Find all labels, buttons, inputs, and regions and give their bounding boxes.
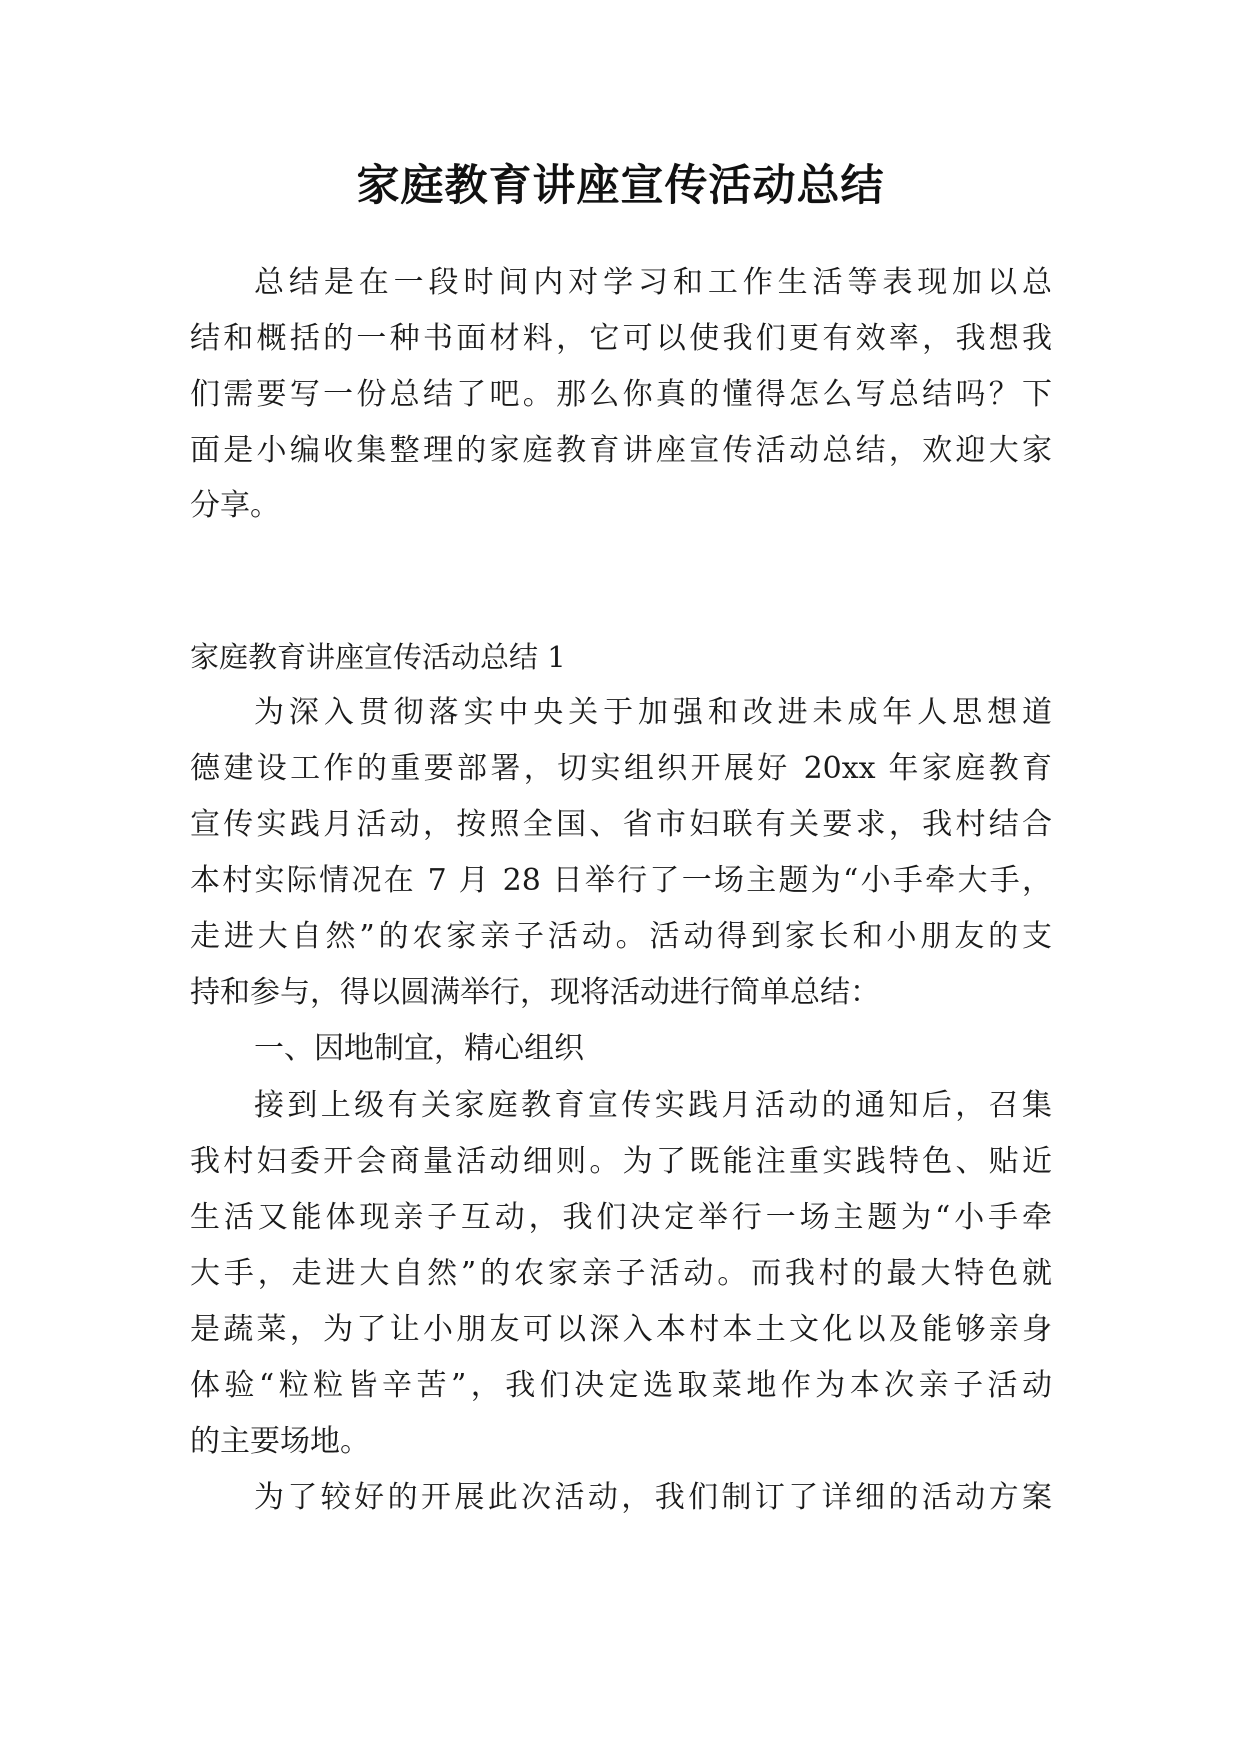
body-paragraph-line: 为深入贯彻落实中央关于加强和改进未成年人思想道 xyxy=(254,695,1052,730)
subsection-heading: 一、因地制宜，精心组织 xyxy=(254,1031,584,1066)
body-paragraph-line: 大手，走进大自然”的农家亲子活动。而我村的最大特色就 xyxy=(190,1256,1052,1291)
body-paragraph-line: 持和参与，得以圆满举行，现将活动进行简单总结： xyxy=(190,975,880,1010)
body-paragraph-line: 是蔬菜，为了让小朋友可以深入本村本土文化以及能够亲身 xyxy=(190,1312,1052,1347)
intro-paragraph-line: 总结是在一段时间内对学习和工作生活等表现加以总 xyxy=(254,265,1052,300)
body-paragraph-line: 本村实际情况在 7 月 28 日举行了一场主题为“小手牵大手， xyxy=(190,863,1052,898)
intro-paragraph-line: 们需要写一份总结了吧。那么你真的懂得怎么写总结吗？下 xyxy=(190,377,1052,412)
body-paragraph-line: 生活又能体现亲子互动，我们决定举行一场主题为“小手牵 xyxy=(190,1200,1052,1235)
intro-paragraph-line: 分享。 xyxy=(190,488,280,523)
body-paragraph-line: 走进大自然”的农家亲子活动。活动得到家长和小朋友的支 xyxy=(190,919,1052,954)
body-paragraph-line: 德建设工作的重要部署，切实组织开展好 20xx 年家庭教育 xyxy=(190,751,1052,786)
body-paragraph-line: 的主要场地。 xyxy=(190,1424,370,1459)
intro-paragraph-line: 面是小编收集整理的家庭教育讲座宣传活动总结，欢迎大家 xyxy=(190,433,1052,468)
body-paragraph-line: 为了较好的开展此次活动，我们制订了详细的活动方案 xyxy=(254,1480,1052,1515)
body-paragraph-line: 我村妇委开会商量活动细则。为了既能注重实践特色、贴近 xyxy=(190,1144,1052,1179)
document-title: 家庭教育讲座宣传活动总结 xyxy=(356,161,885,211)
body-paragraph-line: 体验“粒粒皆辛苦”，我们决定选取菜地作为本次亲子活动 xyxy=(190,1368,1052,1403)
body-paragraph-line: 宣传实践月活动，按照全国、省市妇联有关要求，我村结合 xyxy=(190,807,1052,842)
intro-paragraph-line: 结和概括的一种书面材料，它可以使我们更有效率，我想我 xyxy=(190,321,1052,356)
body-paragraph-line: 接到上级有关家庭教育宣传实践月活动的通知后，召集 xyxy=(254,1088,1052,1123)
section-heading: 家庭教育讲座宣传活动总结 1 xyxy=(190,640,566,674)
